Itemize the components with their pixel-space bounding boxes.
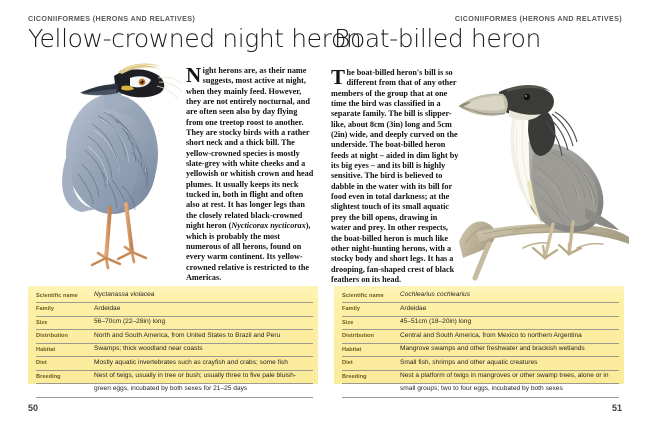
body-text-left-after: ), which is probably the most numerous of all herons, found on every warm continent. Its yellow-crowned relative is restricted to the Americas.	[186, 221, 311, 282]
scientific-name-right: Cochlearius cochlearius	[400, 291, 471, 299]
page-number-left: 50	[28, 403, 39, 413]
table-row	[342, 371, 619, 384]
fact-label: Scientific name	[36, 292, 78, 299]
boat-billed-heron-illustration	[453, 72, 643, 287]
fact-value: Nest of twigs, usually in tree or bush; usually three to five pale bluish-	[94, 372, 296, 379]
fact-label: Diet	[342, 360, 353, 367]
table-row	[36, 290, 313, 303]
drop-cap-left: N	[186, 63, 202, 87]
table-row	[36, 317, 313, 330]
fact-value: Swamps; thick woodland near coasts	[94, 345, 203, 353]
running-head-left: CICONIIFORMES (HERONS AND RELATIVES)	[28, 14, 196, 23]
page-number-right: 51	[611, 403, 622, 413]
fact-value	[94, 291, 313, 299]
body-text-right: he boat-billed heron's bill is so different from that of any other members of the group that at one time the bird was classified in a separate family. The bill is slipper-like, about 8cm (3in) long and 5cm (2in) wide, and deeply curved on the underside. The boat-billed heron feeds at night – aided in dim light by its big eyes – and its bill is highly sensitive. The bird is believed to dabble in the water with its bill for food even in total darkness; at the slightest touch of its small aquatic prey the bill opens, drawing in water and prey. In other respects, the boat-billed heron is much like other night-hunting herons, with a stocky body and short legs. It has a drooping, fan-shaped crest of black feathers on its head.	[331, 68, 459, 284]
body-copy-right	[331, 65, 459, 285]
fact-value: green eggs, incubated by both sexes for 21–25 days	[94, 385, 248, 393]
table-row	[342, 357, 619, 370]
fact-value: Ardeidae	[400, 304, 427, 312]
fact-label: Distribution	[36, 333, 68, 340]
table-row	[342, 344, 619, 357]
fact-label: Breeding	[342, 373, 367, 380]
fact-label: Scientific name	[342, 292, 384, 299]
fact-label: Distribution	[342, 333, 374, 340]
fact-value: Mangrove swamps and other freshwater and brackish wetlands	[400, 345, 585, 353]
fact-panel-left	[28, 286, 318, 393]
fact-label: Breeding	[36, 373, 61, 380]
table-row	[36, 344, 313, 357]
fact-panel-right	[334, 286, 624, 393]
table-row	[342, 290, 619, 303]
scientific-name-left: Nyctanassa violacea	[94, 291, 155, 299]
body-italic-left: Nycticorax nycticorax	[231, 221, 306, 231]
page-title-right: Boat-billed heron	[334, 24, 542, 53]
fact-value: small groups; two to four eggs, incubated by both sexes	[400, 385, 563, 393]
fact-value: Small fish, shrimps and other aquatic creatures	[400, 358, 538, 366]
body-copy-left	[186, 63, 314, 283]
table-row	[342, 384, 619, 397]
fact-label: Size	[36, 319, 48, 326]
fact-value: Nest a platform of twigs in mangroves or other swamp trees, alone or in	[400, 372, 609, 379]
drop-cap-right: T	[331, 65, 346, 89]
fact-value	[400, 291, 619, 299]
fact-value: 56–70cm (22–28in) long	[94, 318, 166, 326]
table-row	[36, 384, 313, 397]
fact-label: Diet	[36, 360, 47, 367]
table-row	[36, 371, 313, 384]
fact-value: Central and South America, from Mexico to northern Argentina	[400, 331, 582, 339]
fact-label: Size	[342, 319, 354, 326]
body-text-left: ight herons are, as their name suggests, most active at night, when they mainly feed. However, they are not entirely nocturnal, and are often seen also by day flying from one treetop roost to another. They are stocky birds with a rather short neck and a thick bill. The yellow-crowned species is mostly slate-grey with white cheeks and a yellowish or whitish crown and head plumes. It usually keeps its neck tucked in, both in flight and often also at rest. It has longer legs than the closely related black-crowned night heron (	[186, 66, 314, 231]
table-row	[36, 303, 313, 316]
table-row	[36, 330, 313, 343]
fact-table-right	[342, 290, 619, 398]
fact-value: Ardeidae	[94, 304, 121, 312]
fact-value: 45–51cm (18–20in) long	[400, 318, 472, 326]
yellow-crowned-night-heron-illustration	[52, 62, 187, 287]
fact-label	[342, 385, 400, 386]
table-row	[36, 357, 313, 370]
fact-label: Family	[342, 306, 361, 313]
table-row	[342, 317, 619, 330]
table-row	[342, 303, 619, 316]
running-head-right: CICONIIFORMES (HERONS AND RELATIVES)	[454, 14, 622, 23]
fact-label: Habitat	[342, 346, 362, 353]
table-row	[342, 330, 619, 343]
fact-value: Mostly aquatic invertebrates such as crayfish and crabs; some fish	[94, 358, 288, 366]
fact-label	[36, 385, 94, 386]
fact-value: North and South America, from United States to Brazil and Peru	[94, 331, 281, 339]
fact-table-left	[36, 290, 313, 398]
page-title-left: Yellow-crowned night heron	[28, 24, 362, 53]
fact-label: Family	[36, 306, 55, 313]
fact-label: Habitat	[36, 346, 56, 353]
right-page	[325, 0, 650, 430]
